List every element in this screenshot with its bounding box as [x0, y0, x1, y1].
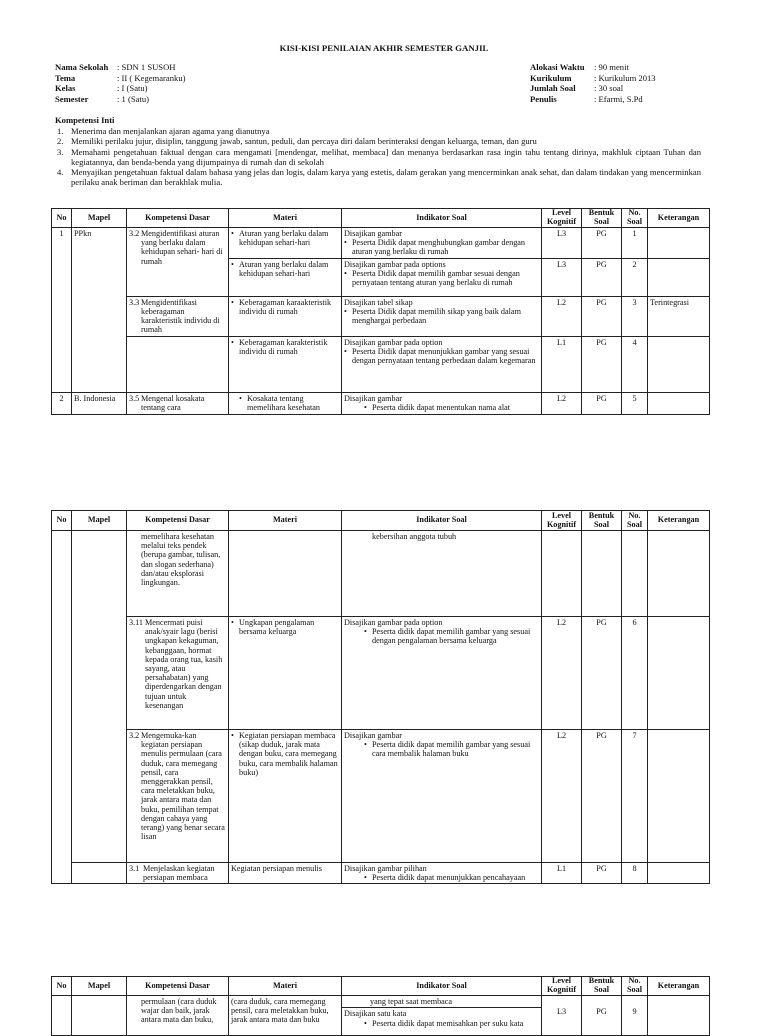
cell-keterangan: [648, 228, 710, 259]
cell-level: L3: [542, 996, 582, 1036]
header-kd: Kompetensi Dasar: [127, 511, 229, 531]
kd-text: memelihara kesehatan melalui teks pendek (berupa gambar, tulisan, dan slogan sederhana) dan/atau eksplorasi lingkungan.: [141, 532, 221, 587]
meta-row: [55, 95, 185, 106]
indikator-heading: Disajikan gambar pada option: [344, 618, 443, 627]
header-no: No: [52, 209, 72, 228]
meta-value: : 1 (Satu): [117, 93, 149, 104]
cell-materi: [229, 531, 342, 617]
indikator-item: • Peserta Didik dapat menunjukkan gambar yang sesuai dengan pernyataan tentang perbedaan dalam kegemaran: [344, 347, 539, 365]
kisi-table-page3: [51, 976, 710, 1036]
header-keterangan: Keterangan: [648, 977, 710, 996]
indikator-text: kebersihan anggota tubuh: [372, 532, 457, 541]
ki-text: Memahami pengetahuan faktual dengan cara mengamati [mendengar, melihat, membaca] dan menanya berdasarkan rasa ingin tahu tentang dirinya, makhluk ciptaan Tuhan dan kegiatannya, dan benda-benda yang dijumpainya di rumah dan di sekolah: [71, 146, 701, 167]
ki-number: 2.: [57, 136, 64, 147]
indikator-heading: Disajikan gambar: [344, 229, 402, 238]
table-header-row: [52, 977, 710, 996]
cell-level: [542, 531, 582, 617]
cell-keterangan: [648, 392, 710, 414]
kd-text: Mengidentifikasi keberagaman karakteristik individu di rumah: [141, 297, 220, 335]
meta-value: : 90 menit: [594, 62, 629, 72]
header-mapel: Mapel: [72, 977, 127, 996]
cell-materi: [229, 228, 342, 259]
meta-key: Kelas: [55, 83, 76, 93]
meta-value: : Efarmi, S.Pd: [594, 93, 643, 104]
exam-info: [530, 63, 656, 105]
indikator-item: • Peserta Didik dapat memilih sikap yang baik dalam menghargai perbedaan: [344, 307, 539, 325]
header-no: No: [52, 511, 72, 531]
cell-mapel: PPkn: [72, 228, 127, 393]
ki-text: Memiliki perilaku jujur, disiplin, tanggung jawab, santun, peduli, dan percaya diri dalam berinteraksi dengan keluarga, teman, dan guru: [71, 136, 537, 147]
cell-no: [52, 531, 72, 884]
cell-indikator: [342, 258, 542, 296]
kisi-table-page2: [51, 510, 710, 884]
meta-key: Nama Sekolah: [55, 62, 109, 72]
kd-number: 3.5: [129, 393, 140, 403]
cell-kd: [127, 296, 229, 336]
indikator-item: • Peserta didik dapat menunjukkan pencahayaan: [344, 873, 539, 882]
header-materi: Materi: [229, 977, 342, 996]
meta-key: Semester: [55, 93, 89, 104]
cell-indikator: [342, 228, 542, 259]
cell-kd: [127, 228, 229, 297]
cell-level: L2: [542, 617, 582, 730]
table-row: [52, 531, 710, 617]
header-mapel: Mapel: [72, 209, 127, 228]
ki-text: Menerima dan menjalankan ajaran agama yang dianutnya: [71, 126, 270, 136]
indikator-item: • Peserta didik dapat menentukan nama alat: [344, 403, 539, 412]
cell-keterangan: [648, 531, 710, 617]
table-row: [52, 392, 710, 414]
cell-materi: [229, 336, 342, 392]
cell-bentuk: PG: [582, 617, 622, 730]
indikator-item: • Peserta Didik dapat menghubungkan gambar dengan aturan yang berlaku di rumah: [344, 238, 539, 256]
cell-kd: [127, 863, 229, 884]
cell-kd: [127, 336, 229, 392]
cell-nosoal: 3: [622, 296, 648, 336]
header-indikator: Indikator Soal: [342, 977, 542, 996]
cell-indikator: [342, 617, 542, 730]
cell-bentuk: PG: [582, 228, 622, 259]
cell-indikator: [342, 996, 542, 1036]
cell-bentuk: PG: [582, 996, 622, 1036]
table-row: [52, 296, 710, 336]
kd-number: 3.2: [129, 731, 140, 740]
ki-text: Menyajikan pengetahuan faktual dalam bahasa yang jelas dan logis, dalam karya yang estetis, dalam gerakan yang mencerminkan anak sehat, dan dalam tindakan yang mencerminkan perilaku anak beriman dan berakhlak mulia.: [71, 167, 701, 187]
table-row: [52, 617, 710, 730]
kisi-table-page1: [51, 208, 710, 415]
meta-value: : II ( Kegemaranku): [117, 72, 186, 83]
cell-materi: [229, 617, 342, 730]
indikator-heading: Disajikan tabel sikap: [344, 297, 413, 307]
header-kd: Kompetensi Dasar: [127, 209, 229, 228]
cell-level: L2: [542, 730, 582, 863]
meta-value: : 30 soal: [594, 83, 624, 93]
cell-level: L2: [542, 296, 582, 336]
cell-mapel: [72, 531, 127, 863]
cell-indikator: [342, 730, 542, 863]
kd-text: permulaan (cara duduk wajar dan baik, jarak antara mata dan buku,: [141, 997, 217, 1025]
header-nosoal: No. Soal: [622, 209, 648, 228]
cell-kd: [127, 996, 229, 1036]
header-bentuk: Bentuk Soal: [582, 977, 622, 996]
header-level: Level Kognitif: [542, 977, 582, 996]
table-row: [52, 228, 710, 259]
cell-bentuk: PG: [582, 392, 622, 414]
header-nosoal: No. Soal: [622, 977, 648, 996]
cell-materi: [229, 392, 342, 414]
cell-materi: (cara duduk, cara memegang pensil, cara meletakkan buku, jarak antara mata dan buku: [229, 996, 342, 1036]
cell-indikator: [342, 392, 542, 414]
cell-level: L2: [542, 392, 582, 414]
cell-materi: [229, 730, 342, 863]
materi-item: • Kegiatan persiapan membaca (sikap duduk, jarak mata dengan buku, cara memegang buku, cara membalik halaman buku): [231, 731, 339, 777]
ki-heading: Kompetensi Inti: [55, 115, 115, 125]
indikator-item: • Peserta Didik dapat memilih gambar sesuai dengan pernyataan tentang aturan yang berlaku di rumah: [344, 269, 539, 287]
cell-nosoal: 9: [622, 996, 648, 1036]
header-indikator: Indikator Soal: [342, 209, 542, 228]
header-level: Level Kognitif: [542, 209, 582, 228]
cell-mapel: B. Indonesia: [72, 392, 127, 414]
header-keterangan: Keterangan: [648, 209, 710, 228]
meta-row: [530, 95, 656, 106]
cell-bentuk: PG: [582, 296, 622, 336]
meta-key: Penulis: [530, 93, 557, 104]
cell-level: L1: [542, 863, 582, 884]
cell-keterangan: [648, 863, 710, 884]
materi-item: • Aturan yang berlaku dalam kehidupan sehari-hari: [231, 260, 339, 278]
cell-nosoal: [622, 531, 648, 617]
header-indikator: Indikator Soal: [342, 511, 542, 531]
materi-item: • Keberagaman karaakteristik individu di rumah: [231, 298, 339, 316]
document-title: KISI-KISI PENILAIAN AKHIR SEMESTER GANJIL: [279, 43, 489, 53]
cell-level: L3: [542, 228, 582, 259]
cell-keterangan: [648, 336, 710, 392]
cell-indikator: [342, 531, 542, 617]
cell-keterangan: [648, 617, 710, 730]
materi-item: • Ungkapan pengalaman bersama keluarga: [231, 618, 339, 636]
table-header-row: [52, 209, 710, 228]
ki-item: [55, 168, 701, 188]
cell-nosoal: 6: [622, 617, 648, 730]
cell-mapel: [72, 863, 127, 884]
table-row: [52, 996, 710, 1036]
meta-key: Kurikulum: [530, 72, 572, 83]
kd-text: Mengidentifikasi aturan yang berlaku dalam kehidupan sehari- hari di rumah: [141, 229, 223, 266]
cell-kd: [127, 392, 229, 414]
kd-text: Mencermati puisi anak/syair lagu (berisi ungkapan kekaguman, kebanggaan, hormat kepada orang tua, kasih sayang, atau persahabatan) yang diperdengarkan dengan tujuan untuk kesenangan: [145, 618, 223, 710]
header-mapel: Mapel: [72, 511, 127, 531]
indikator-heading: Disajikan gambar: [344, 393, 402, 403]
indikator-item: • Peserta didik dapat memilih gambar yang sesuai dengan pengalaman bersama keluarga: [344, 627, 539, 645]
header-level: Level Kognitif: [542, 511, 582, 531]
indikator-heading: Disajikan gambar pada options: [344, 259, 446, 269]
header-kd: Kompetensi Dasar: [127, 977, 229, 996]
cell-keterangan: [648, 996, 710, 1036]
cell-nosoal: 1: [622, 228, 648, 259]
indikator-item: • Peserta didik dapat memilih gambar yang sesuai cara membalik halaman buku: [344, 740, 539, 758]
cell-indikator: [342, 296, 542, 336]
header-nosoal: No. Soal: [622, 511, 648, 531]
indikator-text: yang tepat saat membaca: [342, 996, 541, 1008]
cell-level: L3: [542, 258, 582, 296]
table-row: [52, 863, 710, 884]
meta-key: Alokasi Waktu: [530, 62, 585, 72]
cell-indikator: [342, 863, 542, 884]
cell-keterangan: Terintegrasi: [648, 296, 710, 336]
cell-bentuk: PG: [582, 258, 622, 296]
ki-number: 1.: [57, 126, 64, 136]
kd-number: 3.3: [129, 297, 140, 307]
kd-number: 3.11: [129, 618, 144, 627]
cell-bentuk: PG: [582, 730, 622, 863]
meta-key: Jumlah Soal: [530, 83, 576, 93]
kd-text: Mengemuka-kan kegiatan persiapan menulis permulaan (cara duduk, cara memegang pensil, cara menggerakkan pensil, cara meletakkan buku, jarak antara mata dan buku, pemilihan tempat dengan cahaya yang terang) yang benar secara lisan: [141, 731, 225, 842]
header-bentuk: Bentuk Soal: [582, 511, 622, 531]
header-bentuk: Bentuk Soal: [582, 209, 622, 228]
cell-nosoal: 5: [622, 392, 648, 414]
kd-number: 3.1: [129, 864, 140, 873]
cell-keterangan: [648, 258, 710, 296]
cell-no: 2: [52, 392, 72, 414]
cell-nosoal: 2: [622, 258, 648, 296]
kd-text: Menjelaskan kegiatan persiapan membaca: [143, 864, 215, 883]
cell-materi: Kegiatan persiapan menulis: [229, 863, 342, 884]
indikator-heading: Disajikan gambar: [344, 731, 402, 740]
materi-item: • Aturan yang berlaku dalam kehidupan sehari-hari: [231, 229, 339, 247]
cell-nosoal: 4: [622, 336, 648, 392]
cell-bentuk: PG: [582, 336, 622, 392]
cell-level: L1: [542, 336, 582, 392]
meta-key: Tema: [55, 72, 76, 83]
cell-no: [52, 996, 72, 1036]
cell-materi: [229, 258, 342, 296]
header-materi: Materi: [229, 209, 342, 228]
header-no: No: [52, 977, 72, 996]
meta-value: : Kurikulum 2013: [594, 72, 656, 83]
ki-number: 4.: [57, 167, 64, 177]
meta-value: : I (Satu): [117, 83, 148, 93]
cell-nosoal: 8: [622, 863, 648, 884]
indikator-heading: Disajikan gambar pilihan: [344, 864, 427, 873]
cell-kd: [127, 617, 229, 730]
table-header-row: [52, 511, 710, 531]
cell-indikator: [342, 336, 542, 392]
materi-item: • Kosakata tentang memelihara kesehatan: [229, 394, 340, 412]
ki-list: [55, 127, 701, 188]
kd-text: Mengenal kosakata tentang cara: [141, 393, 205, 412]
meta-value: : SDN 1 SUSOH: [117, 62, 176, 72]
cell-bentuk: [582, 531, 622, 617]
table-row: [52, 336, 710, 392]
ki-number: 3.: [57, 146, 64, 157]
school-info: [55, 63, 185, 105]
cell-no: 1: [52, 228, 72, 393]
cell-kd: [127, 730, 229, 863]
materi-item: • Keberagaman karakteristik individu di rumah: [231, 338, 339, 356]
header-materi: Materi: [229, 511, 342, 531]
indikator-heading: Disajikan satu kata: [344, 1009, 407, 1019]
cell-materi: [229, 296, 342, 336]
cell-keterangan: [648, 730, 710, 863]
cell-nosoal: 7: [622, 730, 648, 863]
cell-kd: [127, 531, 229, 617]
kd-number: 3.2: [129, 229, 140, 238]
indikator-item: • Peserta didik dapat memisahkan per suku kata: [344, 1019, 539, 1028]
header-keterangan: Keterangan: [648, 511, 710, 531]
indikator-heading: Disajikan gambar pada option: [344, 337, 443, 347]
ki-item: [55, 148, 701, 168]
cell-bentuk: PG: [582, 863, 622, 884]
cell-mapel: [72, 996, 127, 1036]
table-row: [52, 730, 710, 863]
